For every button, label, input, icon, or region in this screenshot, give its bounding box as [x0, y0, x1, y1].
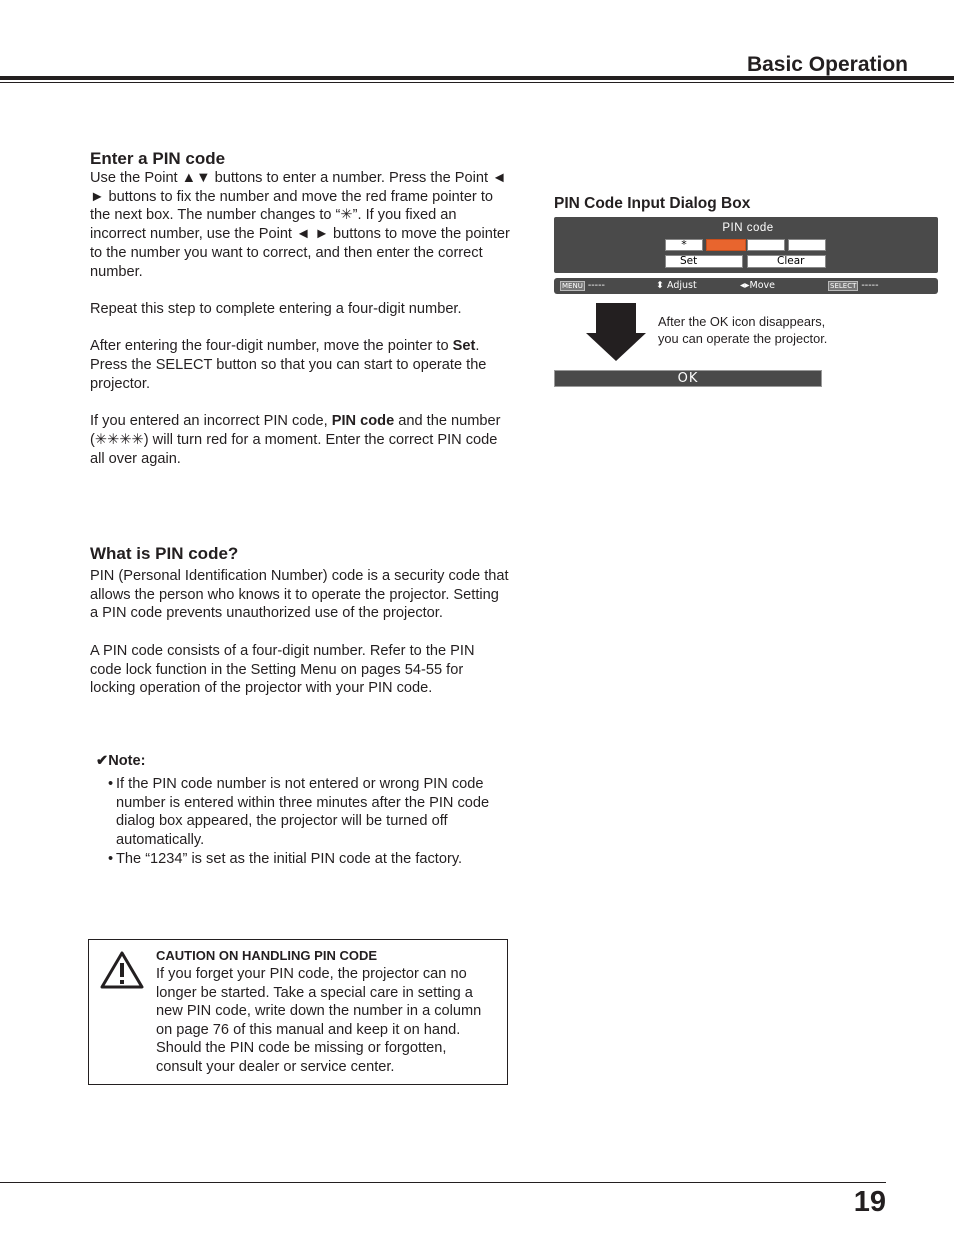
- guide-select: [828, 278, 879, 294]
- enter-pin-para-3-text: After entering the four-digit number, move the pointer to: [90, 338, 453, 355]
- pin-digit-box[interactable]: [788, 239, 826, 251]
- figure-title: PIN Code Input Dialog Box: [554, 195, 751, 212]
- pin-digit-box[interactable]: *: [665, 239, 703, 251]
- caution-box: [88, 939, 508, 1085]
- guide-menu-text: -----: [587, 280, 605, 291]
- enter-pin-para-4-text: If you entered an incorrect PIN code,: [90, 413, 332, 430]
- enter-pin-para-3-tail: . Press the SELECT button so that you can start to operate the projector.: [90, 338, 487, 392]
- note-heading: ✔Note:: [96, 753, 146, 769]
- page-number: 19: [853, 1186, 886, 1218]
- pin-code-term: PIN code: [331, 413, 395, 430]
- arrow-caption: [658, 313, 858, 347]
- arrow-caption-line-2: you can operate the projector.: [658, 331, 828, 346]
- note-list: [108, 775, 513, 869]
- guide-move: [740, 278, 775, 294]
- enter-pin-para-3: [90, 337, 510, 393]
- what-pin-para-1: PIN (Personal Identification Number) code is a security code that allows the person who knows it to operate the projector. Setting a PIN code prevents unauthorized use of the projector.: [90, 568, 509, 622]
- note-item: • If the PIN code number is not entered or wrong PIN code number is entered within three minutes after the PIN code dialog box appeared, the projector will be turned off automatically.: [108, 775, 513, 850]
- enter-pin-para-2: Repeat this step to complete entering a four-digit number.: [90, 300, 462, 317]
- note-item: • The “1234” is set as the initial PIN code at the factory.: [108, 850, 513, 869]
- footer-rule: [0, 1182, 886, 1183]
- arrow-caption-line-1: After the OK icon disappears,: [658, 314, 826, 329]
- what-pin-para-2: A PIN code consists of a four-digit number. Refer to the PIN code lock function in the Setting Menu on pages 54-55 for locking operation of the projector with your PIN code.: [90, 642, 475, 697]
- header-title: Basic Operation: [746, 53, 908, 76]
- enter-pin-para-4: [90, 412, 510, 468]
- menu-button-icon: MENU: [562, 281, 583, 290]
- enter-pin-heading: Enter a PIN code: [90, 149, 226, 168]
- caution-title: CAUTION ON HANDLING PIN CODE: [156, 948, 377, 963]
- header-rule: [0, 76, 954, 80]
- dialog-title: PIN code: [722, 222, 774, 234]
- ok-icon: OK: [554, 370, 822, 387]
- clear-button[interactable]: Clear: [747, 255, 826, 268]
- enter-pin-section: [90, 149, 510, 468]
- set-button[interactable]: Set: [665, 255, 743, 268]
- guide-select-text: -----: [861, 280, 879, 291]
- down-arrow-icon: [586, 303, 646, 361]
- set-term: Set: [452, 338, 476, 355]
- pin-digit-box-active[interactable]: [706, 239, 746, 251]
- pin-digit-box[interactable]: [747, 239, 785, 251]
- pin-code-dialog: [554, 217, 938, 273]
- header-rule-thin: [0, 82, 954, 83]
- up-down-arrow-icon: ⬍: [656, 280, 667, 291]
- guide-move-text: Move: [749, 280, 776, 291]
- guide-adjust: [656, 278, 697, 294]
- left-right-arrow-icon: ◂▸: [740, 280, 750, 291]
- guide-bar: [554, 278, 938, 294]
- enter-pin-para-4-tail: and the number (✳✳✳✳) will turn red for a moment. Enter the correct PIN code all over again.: [90, 413, 501, 467]
- select-button-icon: SELECT: [830, 281, 857, 290]
- warning-icon: [99, 950, 145, 990]
- what-pin-heading: What is PIN code?: [90, 544, 239, 563]
- caution-text: If you forget your PIN code, the projector can no longer be started. Take a special care in setting a new PIN code, write down the number in a column on page 76 of this manual and keep it on hand. Should the PIN code be missing or forgotten, consult your dealer or service center.: [156, 966, 482, 1075]
- guide-menu: [560, 278, 605, 294]
- guide-adjust-text: Adjust: [666, 280, 697, 291]
- enter-pin-para-1: Use the Point ▲▼ buttons to enter a number. Press the Point ◄ ► buttons to fix the number and move the red frame pointer to the next box. The number changes to “✳”. If you fixed an incorrect number, use the Point ◄ ► buttons to move the pointer to the number you want to correct, and then enter the correct number.: [90, 170, 510, 280]
- what-pin-section: [90, 544, 510, 698]
